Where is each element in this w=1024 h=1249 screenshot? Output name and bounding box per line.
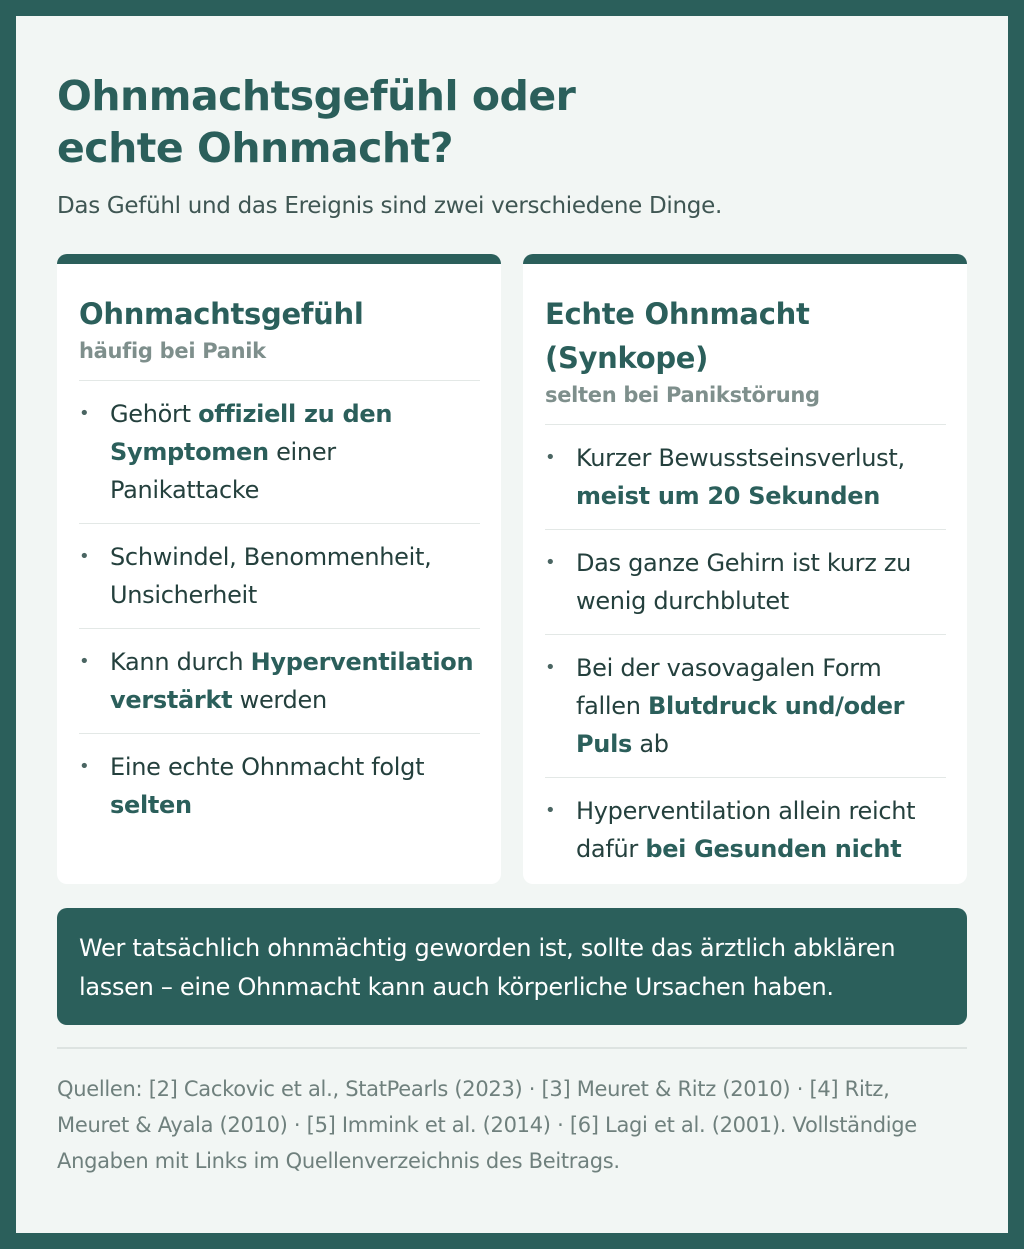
- list-item: [545, 635, 946, 778]
- emphasis-text: Hyperventilation verstärkt: [110, 648, 474, 714]
- page-title: Ohnmachtsgefühl oder echte Ohnmacht?: [57, 72, 576, 172]
- list-item: [545, 530, 946, 635]
- bullet-icon: •: [79, 756, 90, 777]
- emphasis-text: meist um 20 Sekunden: [576, 482, 881, 510]
- list-item: [79, 524, 480, 629]
- bullet-icon: •: [545, 657, 556, 678]
- emphasis-text: bei Gesunden nicht: [645, 835, 902, 863]
- list-item: [545, 778, 946, 882]
- bullet-icon: •: [545, 447, 556, 468]
- item-text: Schwindel, Benommenheit, Unsicherheit: [110, 543, 432, 609]
- item-text: Bei der vasovagalen Form fallen: [576, 654, 882, 720]
- bullet-icon: •: [545, 552, 556, 573]
- card-title: Ohnmachtsgefühl: [79, 297, 364, 331]
- list-item: [79, 629, 480, 734]
- bullet-icon: •: [79, 403, 90, 424]
- card-title: Echte Ohnmacht (Synkope): [545, 297, 810, 375]
- item-text: Hyperventilation allein reicht dafür: [576, 797, 916, 863]
- item-text: Kurzer Bewusstseinsverlust,: [576, 444, 905, 472]
- comparison-cards: [57, 254, 967, 884]
- item-text: werden: [232, 686, 327, 714]
- item-text: einer Panikattacke: [110, 438, 336, 504]
- medical-advice-note: Wer tatsächlich ohnmächtig geworden ist, sollte das ärztlich abklären lassen – eine Ohnmacht kann auch körperliche Ursachen haben.: [57, 908, 967, 1025]
- list-item: [79, 381, 480, 524]
- emphasis-text: selten: [110, 791, 192, 819]
- item-text: ab: [632, 730, 669, 758]
- card-subtitle: häufig bei Panik: [79, 339, 266, 363]
- item-text: Kann durch: [110, 648, 251, 676]
- emphasis-text: offiziell zu den Symptomen: [110, 400, 393, 466]
- page-subtitle: Das Gefühl und das Ereignis sind zwei verschiedene Dinge.: [57, 193, 722, 219]
- sources-text: Quellen: [2] Cackovic et al., StatPearls (2023) · [3] Meuret & Ritz (2010) · [4] Ritz, Meuret & Ayala (2010) · [5] Immink et al. (2014) · [6] Lagi et al. (2001). Vollständige Angaben mit Links im Quellenverzeichnis des Beitrags.: [57, 1077, 917, 1173]
- card-item-list: [79, 380, 480, 838]
- bullet-icon: •: [79, 651, 90, 672]
- item-text: Das ganze Gehirn ist kurz zu wenig durchblutet: [576, 549, 912, 615]
- list-item: [79, 734, 480, 838]
- divider: [57, 1047, 967, 1049]
- card-subtitle: selten bei Panikstörung: [545, 383, 820, 407]
- item-text: Gehört: [110, 400, 199, 428]
- list-item: [545, 425, 946, 530]
- card-synkope: [523, 254, 967, 884]
- emphasis-text: Blutdruck und/oder Puls: [576, 692, 905, 758]
- card-item-list: [545, 424, 946, 882]
- item-text: Eine echte Ohnmacht folgt: [110, 753, 425, 781]
- bullet-icon: •: [79, 546, 90, 567]
- infographic-page: [16, 16, 1008, 1233]
- card-ohnmachtsgefuehl: [57, 254, 501, 884]
- bullet-icon: •: [545, 800, 556, 821]
